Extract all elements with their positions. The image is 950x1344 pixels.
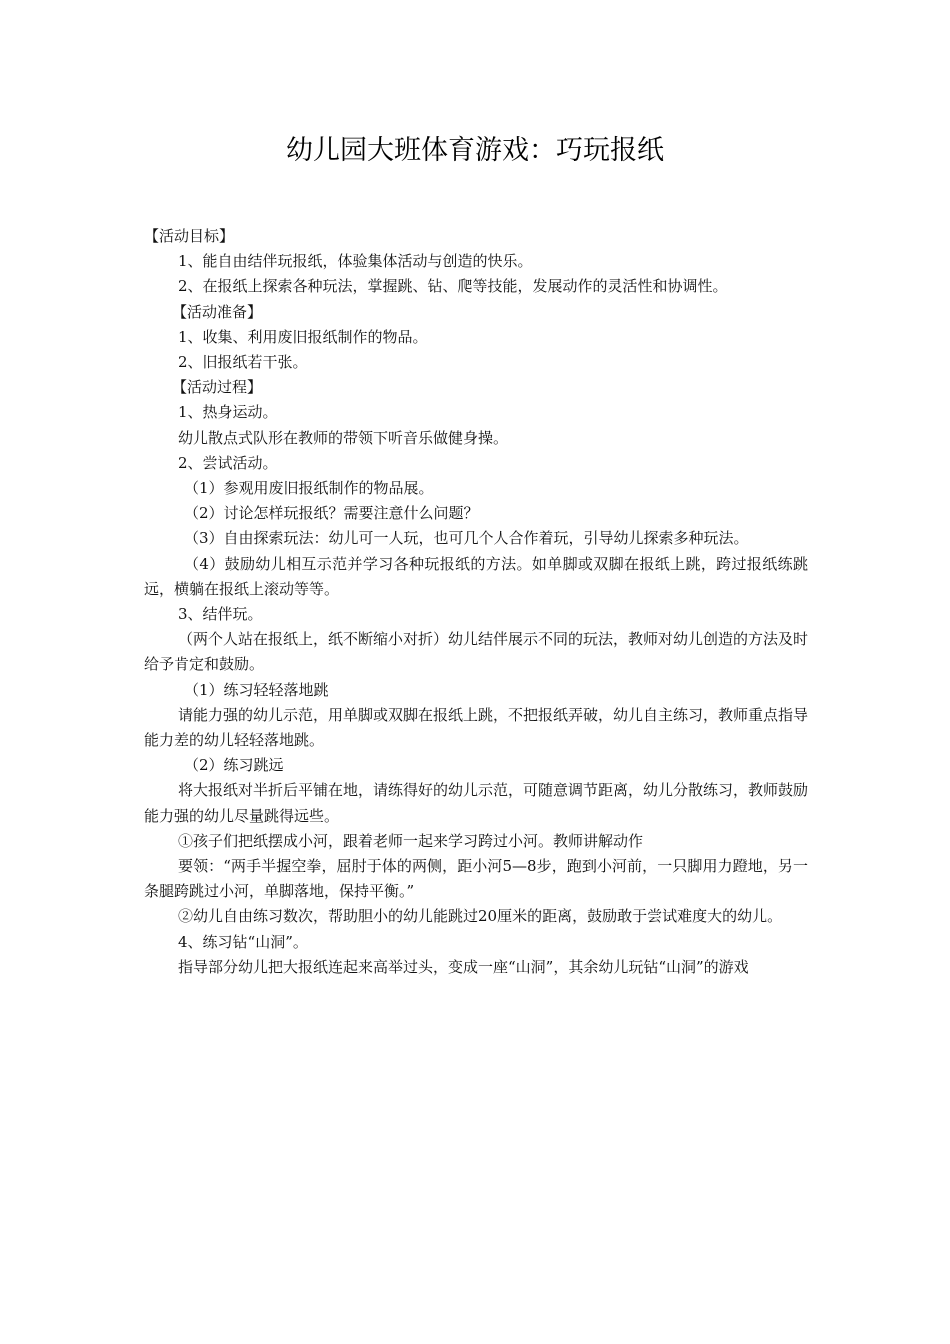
document-title: 幼儿园大班体育游戏：巧玩报纸 [286, 135, 664, 166]
process-substep: （1）练习轻轻落地跳 [184, 680, 329, 699]
process-text: ①孩子们把纸摆成小河，跟着老师一起来学习跨过小河。教师讲解动作 [178, 831, 644, 850]
process-step: 1、热身运动。 [178, 403, 278, 422]
process-substep: （2）练习跳远 [184, 756, 284, 775]
document-body [144, 224, 808, 980]
process-substep: （2）讨论怎样玩报纸？需要注意什么问题？ [184, 504, 479, 523]
process-text: （两个人站在报纸上，纸不断缩小对折）幼儿结伴展示不同的玩法，教师对幼儿创造的方法及时给予肯定和鼓励。 [144, 630, 809, 674]
preparation-item: 1、收集、利用废旧报纸制作的物品。 [178, 327, 428, 346]
process-substep: （1）参观用废旧报纸制作的物品展。 [184, 479, 434, 498]
process-text: 请能力强的幼儿示范，用单脚或双脚在报纸上跳，不把报纸弄破，幼儿自主练习，教师重点指导能力差的幼儿轻轻落地跳。 [144, 705, 809, 750]
process-substep: （3）自由探索玩法：幼儿可一人玩，也可几个人合作着玩，引导幼儿探索多种玩法。 [184, 529, 749, 548]
process-text: 幼儿散点式队形在教师的带领下听音乐做健身操。 [178, 428, 509, 447]
process-step: 4、练习钻“山洞”。 [178, 932, 308, 951]
process-text: ②幼儿自由练习数次，帮助胆小的幼儿能跳过20厘米的距离，鼓励敢于尝试难度大的幼儿。 [178, 907, 783, 926]
section-heading-preparation: 【活动准备】 [172, 302, 263, 321]
goal-item: 2、在报纸上探索各种玩法，掌握跳、钻、爬等技能，发展动作的灵活性和协调性。 [178, 277, 728, 296]
process-text: 要领：“两手半握空拳，屈肘于体的两侧，距小河5—8步，跑到小河前，一只脚用力蹬地，另一条腿跨跳过小河，单脚落地，保持平衡。” [144, 857, 808, 901]
process-text: 指导部分幼儿把大报纸连起来高举过头，变成一座“山洞”，其余幼儿玩钻“山洞”的游戏 [178, 957, 749, 976]
section-heading-process: 【活动过程】 [172, 378, 263, 397]
preparation-item: 2、旧报纸若干张。 [178, 353, 308, 372]
section-heading-goals: 【活动目标】 [144, 227, 235, 245]
process-text: 将大报纸对半折后平铺在地，请练得好的幼儿示范，可随意调节距离，幼儿分散练习，教师鼓励能力强的幼儿尽量跳得远些。 [144, 781, 809, 825]
process-substep: （4）鼓励幼儿相互示范并学习各种玩报纸的方法。如单脚或双脚在报纸上跳，跨过报纸练跳远，横躺在报纸上滚动等等。 [144, 554, 808, 598]
process-step: 2、尝试活动。 [178, 453, 278, 472]
process-step: 3、结伴玩。 [178, 605, 263, 624]
goal-item: 1、能自由结伴玩报纸，体验集体活动与创造的快乐。 [178, 252, 533, 271]
